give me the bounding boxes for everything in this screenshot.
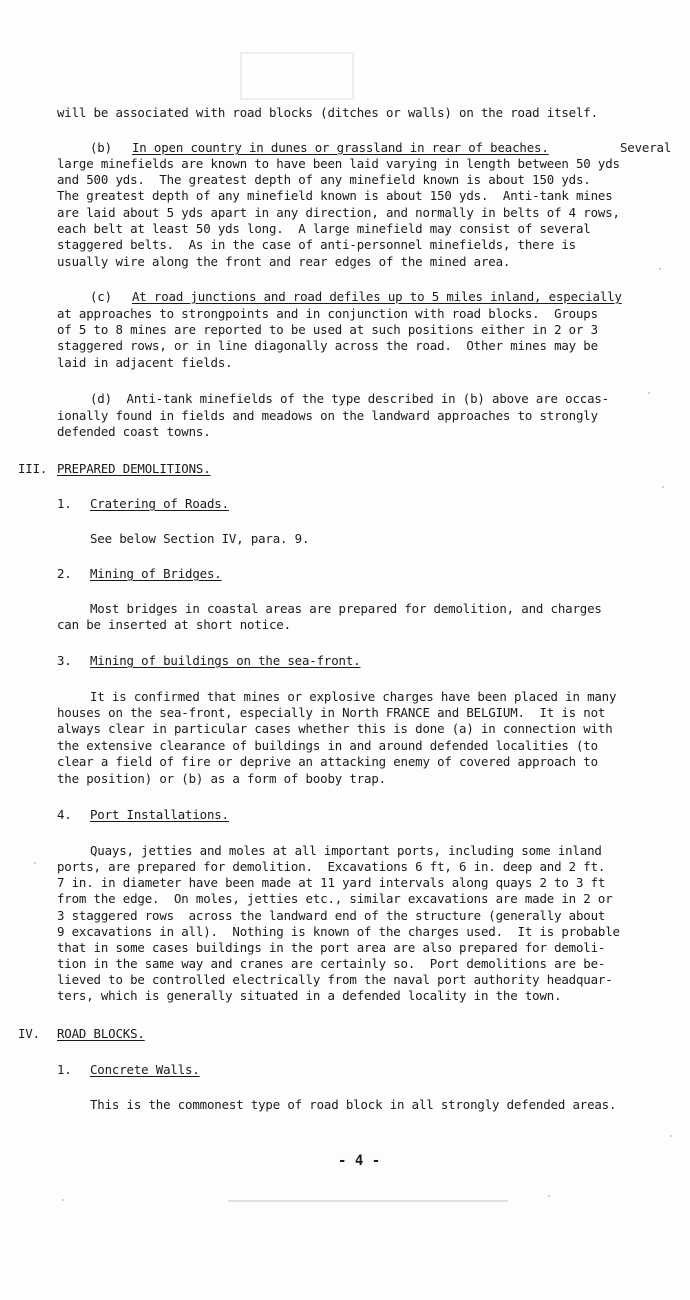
section-number-iii: III.: [18, 461, 48, 476]
text-line: each belt at least 50 yds long. A large minefield may consist of several: [57, 221, 591, 236]
text-line: Quays, jetties and moles at all important ports, including some inland: [90, 843, 602, 858]
text-line: that in some cases buildings in the port area are also prepared for demoli-: [57, 940, 606, 955]
paper-speck: [662, 486, 664, 488]
text-line: always clear in particular cases whether this is done (a) in connection with: [57, 721, 613, 736]
text-line: See below Section IV, para. 9.: [90, 531, 310, 546]
classification-stamp-top: [240, 52, 354, 100]
text-line: are laid about 5 yds apart in any direction, and normally in belts of 4 rows,: [57, 205, 620, 220]
text-line: large minefields are known to have been laid varying in length between 50 yds: [57, 156, 620, 171]
classification-stamp-bottom: [228, 1160, 508, 1202]
text-line: It is confirmed that mines or explosive charges have been placed in many: [90, 689, 617, 704]
text-line: houses on the sea-front, especially in North FRANCE and BELGIUM. It is not: [57, 705, 606, 720]
text-line: the position) or (b) as a form of booby trap.: [57, 771, 386, 786]
text-line: defended coast towns.: [57, 424, 211, 439]
text-line: the extensive clearance of buildings in and around defended localities (to: [57, 738, 598, 753]
text-line: and 500 yds. The greatest depth of any minefield known is about 150 yds.: [57, 172, 591, 187]
text-line: clear a field of fire or deprive an attacking enemy of covered approach to: [57, 754, 598, 769]
subsection-heading-port: Port Installations.: [90, 807, 229, 822]
text-line: Several: [620, 140, 672, 155]
text-line: can be inserted at short notice.: [57, 617, 291, 632]
paragraph-d: (d) Anti-tank minefields of the type described in (b) above are occas-: [90, 391, 609, 406]
section-heading-road-blocks: ROAD BLOCKS.: [57, 1026, 145, 1041]
text-line: This is the commonest type of road block in all strongly defended areas.: [90, 1097, 617, 1112]
page-number: - 4 -: [338, 1153, 381, 1169]
paper-speck: [648, 392, 650, 394]
text-line: will be associated with road blocks (ditches or walls) on the road itself.: [57, 105, 598, 120]
subsection-number: 4.: [57, 807, 72, 822]
text-line: ports, are prepared for demolition. Excavations 6 ft, 6 in. deep and 2 ft.: [57, 859, 606, 874]
text-line: tion in the same way and cranes are certainly so. Port demolitions are be-: [57, 956, 606, 971]
text-line: The greatest depth of any minefield known is about 150 yds. Anti-tank mines: [57, 188, 613, 203]
subsection-heading-bridges: Mining of Bridges.: [90, 566, 222, 581]
text-line: staggered rows, or in line diagonally across the road. Other mines may be: [57, 338, 598, 353]
text-line: of 5 to 8 mines are reported to be used at such positions either in 2 or 3: [57, 322, 598, 337]
paper-speck: [62, 1199, 64, 1201]
subsection-heading-concrete-walls: Concrete Walls.: [90, 1062, 200, 1077]
subsection-heading-buildings: Mining of buildings on the sea-front.: [90, 653, 361, 668]
text-line: lieved to be controlled electrically from the naval port authority headquar-: [57, 972, 613, 987]
paragraph-heading-c: At road junctions and road defiles up to 5 miles inland, especially: [132, 289, 622, 304]
paper-speck: [34, 862, 36, 864]
text-line: staggered belts. As in the case of anti-personnel minefields, there is: [57, 237, 576, 252]
text-line: ionally found in fields and meadows on the landward approaches to strongly: [57, 408, 598, 423]
text-line: laid in adjacent fields.: [57, 355, 233, 370]
text-line: Most bridges in coastal areas are prepared for demolition, and charges: [90, 601, 602, 616]
paper-speck: [670, 1135, 672, 1137]
subsection-number: 1.: [57, 496, 72, 511]
subsection-heading-cratering: Cratering of Roads.: [90, 496, 229, 511]
paragraph-heading-b: In open country in dunes or grassland in rear of beaches.: [132, 140, 549, 155]
text-line: 7 in. in diameter have been made at 11 yard intervals along quays 2 to 3 ft: [57, 875, 606, 890]
section-number-iv: IV.: [18, 1026, 40, 1041]
text-line: 9 excavations in all). Nothing is known of the charges used. It is probable: [57, 924, 620, 939]
text-line: from the edge. On moles, jetties etc., similar excavations are made in 2 or: [57, 891, 613, 906]
text-line: 3 staggered rows across the landward end of the structure (generally about: [57, 908, 606, 923]
paper-speck: [548, 1195, 550, 1197]
subsection-number: 2.: [57, 566, 72, 581]
text-line: usually wire along the front and rear edges of the mined area.: [57, 254, 511, 269]
paragraph-label-b: (b): [90, 140, 112, 155]
text-line: ters, which is generally situated in a defended locality in the town.: [57, 988, 562, 1003]
section-heading-prepared-demolitions: PREPARED DEMOLITIONS.: [57, 461, 211, 476]
paper-speck: [659, 268, 661, 270]
paragraph-label-c: (c): [90, 289, 112, 304]
subsection-number: 1.: [57, 1062, 72, 1077]
subsection-number: 3.: [57, 653, 72, 668]
text-line: at approaches to strongpoints and in conjunction with road blocks. Groups: [57, 306, 598, 321]
